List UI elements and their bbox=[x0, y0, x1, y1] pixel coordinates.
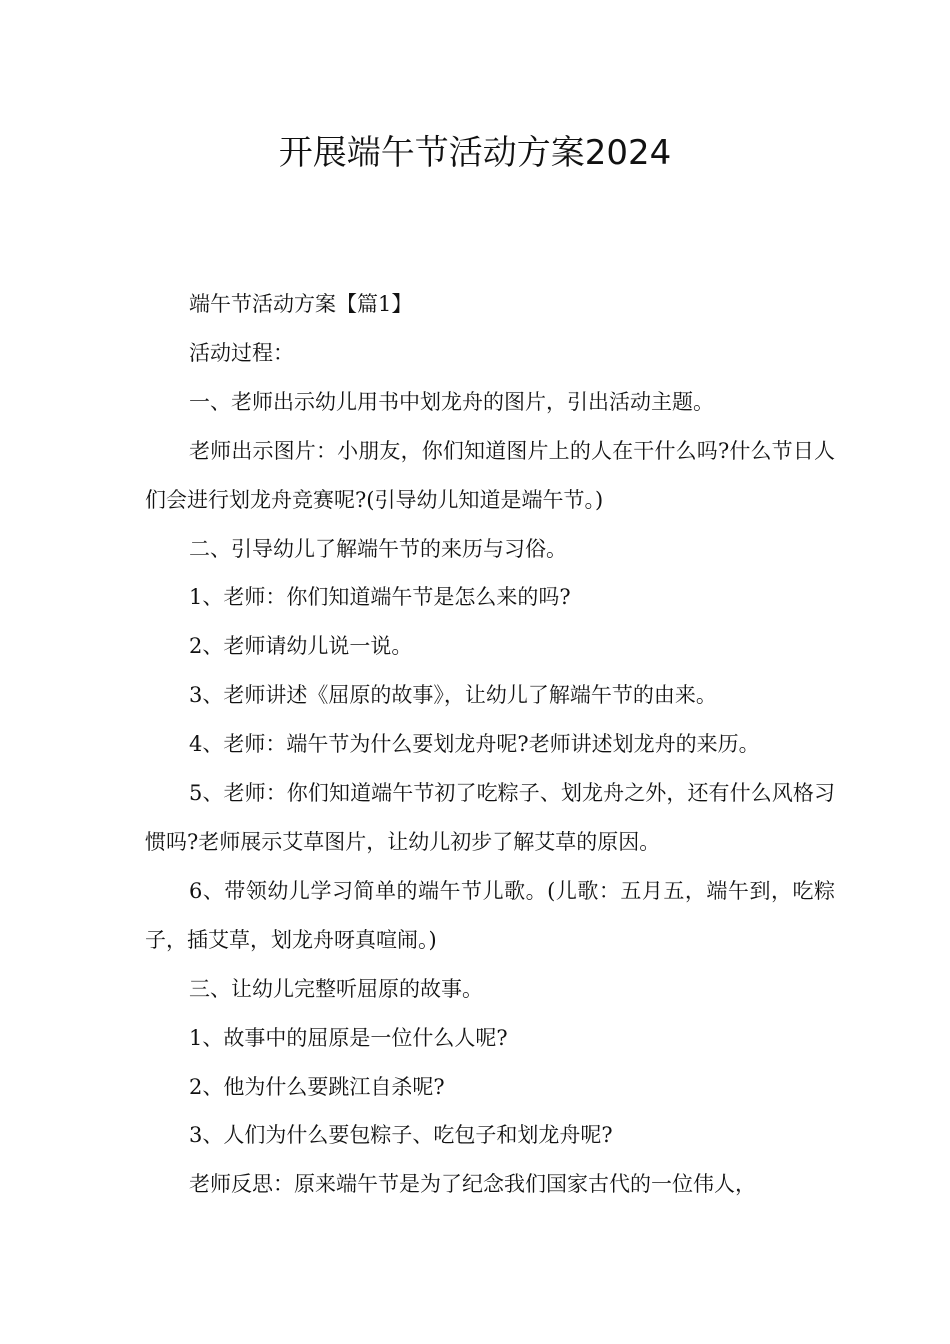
paragraph: 3、人们为什么要包粽子、吃包子和划龙舟呢? bbox=[189, 1123, 613, 1148]
paragraph: 活动过程： bbox=[189, 340, 294, 365]
paragraph: 一、老师出示幼儿用书中划龙舟的图片，引出活动主题。 bbox=[189, 389, 714, 414]
paragraph: 5、老师：你们知道端午节初了吃粽子、划龙舟之外，还有什么风格习惯吗?老师展示艾草图片，让幼儿初步了解艾草的原因。 bbox=[145, 781, 835, 854]
paragraph: 老师出示图片：小朋友，你们知道图片上的人在干什么吗?什么节日人们会进行划龙舟竞赛呢?(引导幼儿知道是端午节。) bbox=[145, 438, 835, 512]
paragraph: 4、老师：端午节为什么要划龙舟呢?老师讲述划龙舟的来历。 bbox=[189, 732, 760, 757]
paragraph: 老师反思：原来端午节是为了纪念我们国家古代的一位伟人， bbox=[189, 1172, 756, 1197]
paragraph: 2、老师请幼儿说一说。 bbox=[189, 634, 413, 659]
document-title: 开展端午节活动方案2024 bbox=[278, 133, 672, 173]
document-body bbox=[145, 280, 835, 1209]
section-heading: 端午节活动方案【篇1】 bbox=[189, 292, 413, 316]
paragraph: 1、老师：你们知道端午节是怎么来的吗? bbox=[189, 585, 571, 610]
paragraph: 3、老师讲述《屈原的故事》，让幼儿了解端午节的由来。 bbox=[189, 683, 717, 708]
paragraph: 2、他为什么要跳江自杀呢? bbox=[189, 1074, 445, 1099]
paragraph: 1、故事中的屈原是一位什么人呢? bbox=[189, 1025, 508, 1050]
paragraph: 6、带领幼儿学习简单的端午节儿歌。(儿歌：五月五，端午到，吃粽子，插艾草，划龙舟呀真喧闹。) bbox=[145, 878, 835, 952]
paragraph: 三、让幼儿完整听屈原的故事。 bbox=[189, 976, 483, 1001]
paragraph: 二、引导幼儿了解端午节的来历与习俗。 bbox=[189, 536, 567, 561]
